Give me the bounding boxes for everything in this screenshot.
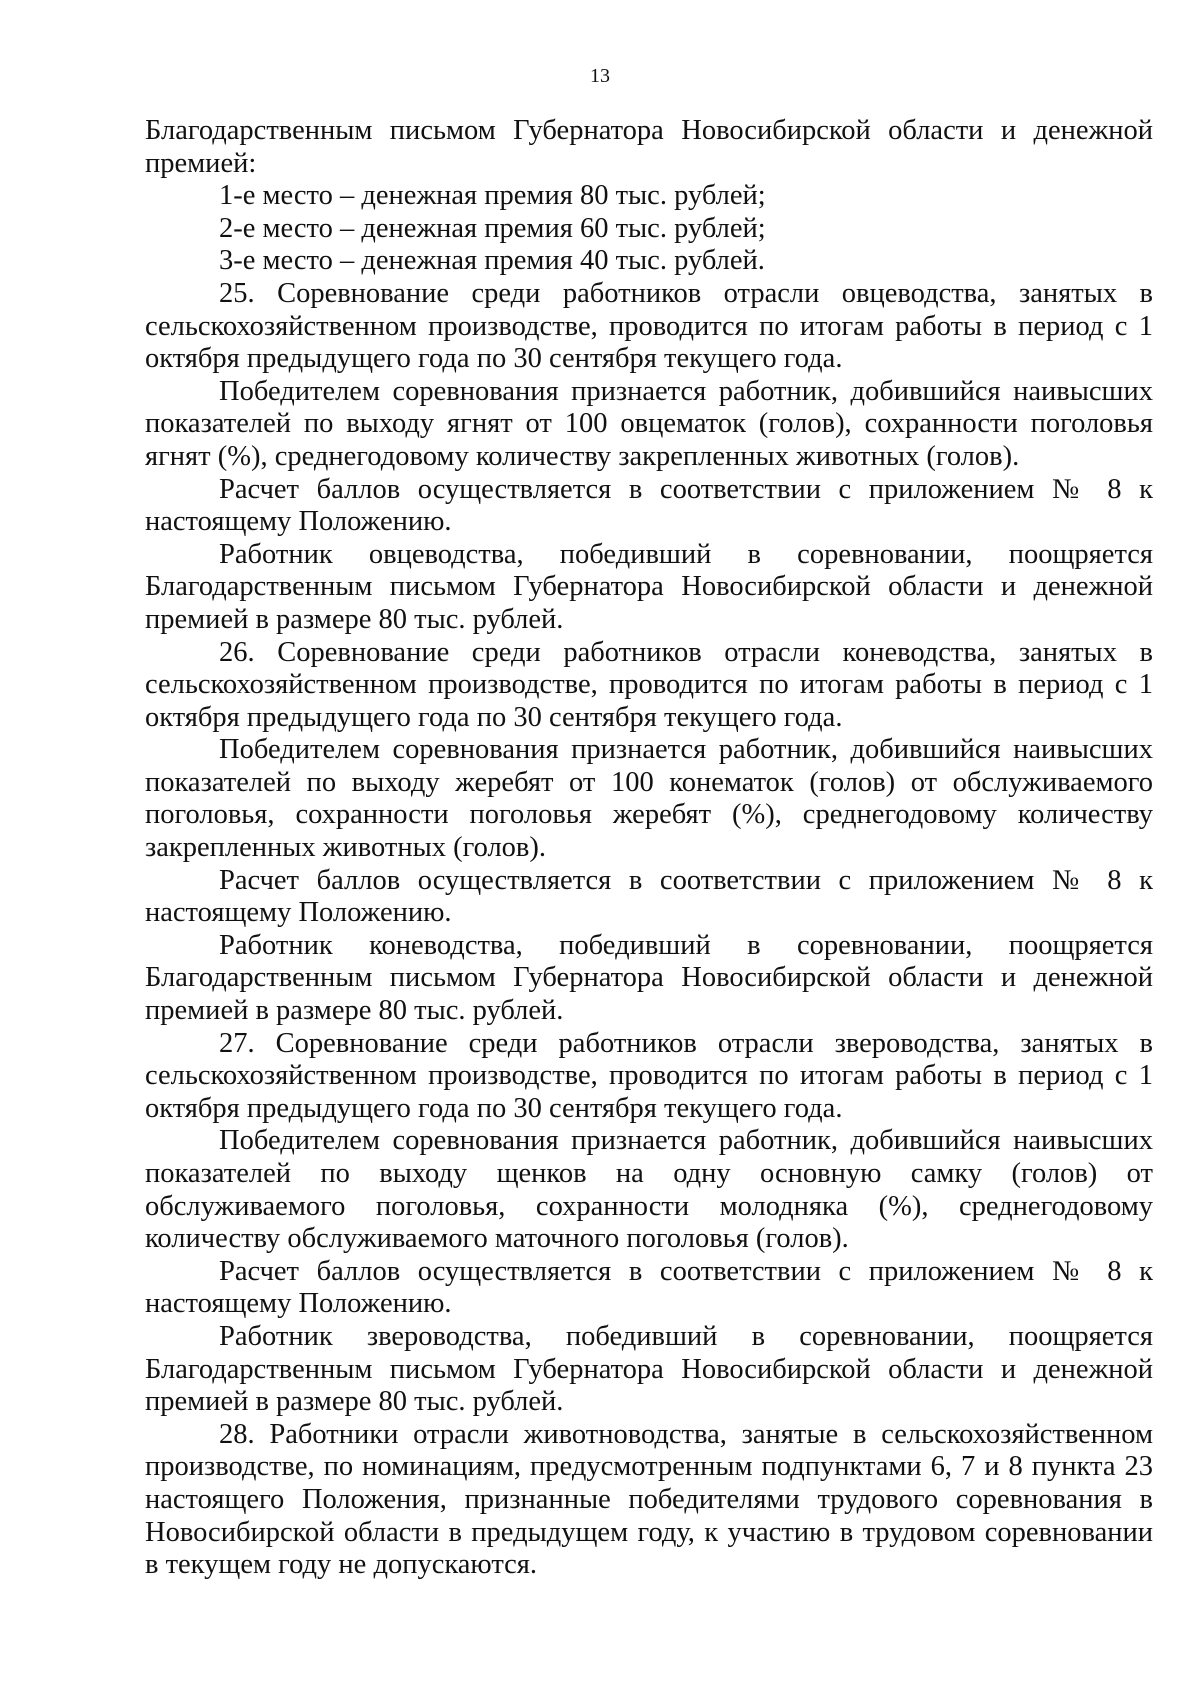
paragraph-winner-criteria-25: Победителем соревнования признается работник, добившийся наивысших показателей по выходу ягнят от 100 овцематок (голов), сохранности поголовья ягнят (%), среднегодовому количеству закрепленных животных (голов). [145, 375, 1153, 472]
page-number: 13 [590, 65, 610, 87]
paragraph-reward-26: Работник коневодства, победивший в соревновании, поощряется Благодарственным письмом Губернатора Новосибирской области и денежной премией в размере 80 тыс. рублей. [145, 929, 1153, 1027]
paragraph-winner-criteria-27: Победителем соревнования признается работник, добившийся наивысших показателей по выходу щенков на одну основную самку (голов) от обслуживаемого поголовья, сохранности молодняка (%), среднегодовому количеству обслуживаемого маточного поголовья (голов). [145, 1125, 1153, 1255]
paragraph-item-27: 27. Соревнование среди работников отрасли звероводства, занятых в сельскохозяйственном производстве, проводится по итогам работы в период с 1 октября предыдущего года по 30 сентября текущего года. [145, 1027, 1153, 1124]
paragraph-reward-27: Работник звероводства, победивший в соревновании, поощряется Благодарственным письмом Губернатора Новосибирской области и денежной премией в размере 80 тыс. рублей. [145, 1320, 1153, 1418]
paragraph-scoring-25: Расчет баллов осуществляется в соответствии с приложением № 8 к настоящему Положению. [145, 473, 1153, 538]
prize-second-place: 2-е место – денежная премия 60 тыс. рублей; [219, 212, 766, 244]
paragraph-item-28: 28. Работники отрасли животноводства, занятые в сельскохозяйственном производстве, по номинациям, предусмотренным подпунктами 6, 7 и 8 пункта 23 настоящего Положения, признанные победителями трудового соревнования в Новосибирской области в предыдущем году, к участию в трудовом соревновании в текущем году не допускаются. [145, 1418, 1153, 1581]
paragraph-item-26: 26. Соревнование среди работников отрасли коневодства, занятых в сельскохозяйственном производстве, проводится по итогам работы в период с 1 октября предыдущего года по 30 сентября текущего года. [145, 636, 1153, 733]
paragraph-item-25: 25. Соревнование среди работников отрасли овцеводства, занятых в сельскохозяйственном производстве, проводится по итогам работы в период с 1 октября предыдущего года по 30 сентября текущего года. [145, 277, 1153, 375]
document-body [145, 115, 1153, 1582]
paragraph-scoring-27: Расчет баллов осуществляется в соответствии с приложением № 8 к настоящему Положению. [145, 1255, 1153, 1320]
paragraph-scoring-26: Расчет баллов осуществляется в соответствии с приложением № 8 к настоящему Положению. [145, 864, 1153, 929]
paragraph-winner-criteria-26: Победителем соревнования признается работник, добившийся наивысших показателей по выходу жеребят от 100 конематок (голов) от обслуживаемого поголовья, сохранности поголовья жеребят (%), среднегодовому количеству закрепленных животных (голов). [145, 734, 1153, 864]
paragraph-reward-25: Работник овцеводства, победивший в соревновании, поощряется Благодарственным письмом Губернатора Новосибирской области и денежной премией в размере 80 тыс. рублей. [145, 538, 1153, 635]
prize-third-place: 3-е место – денежная премия 40 тыс. рублей. [219, 245, 765, 277]
prize-first-place: 1-е место – денежная премия 80 тыс. рублей; [219, 180, 766, 212]
paragraph-continuation: Благодарственным письмом Губернатора Новосибирской области и денежной премией: [145, 115, 1153, 179]
